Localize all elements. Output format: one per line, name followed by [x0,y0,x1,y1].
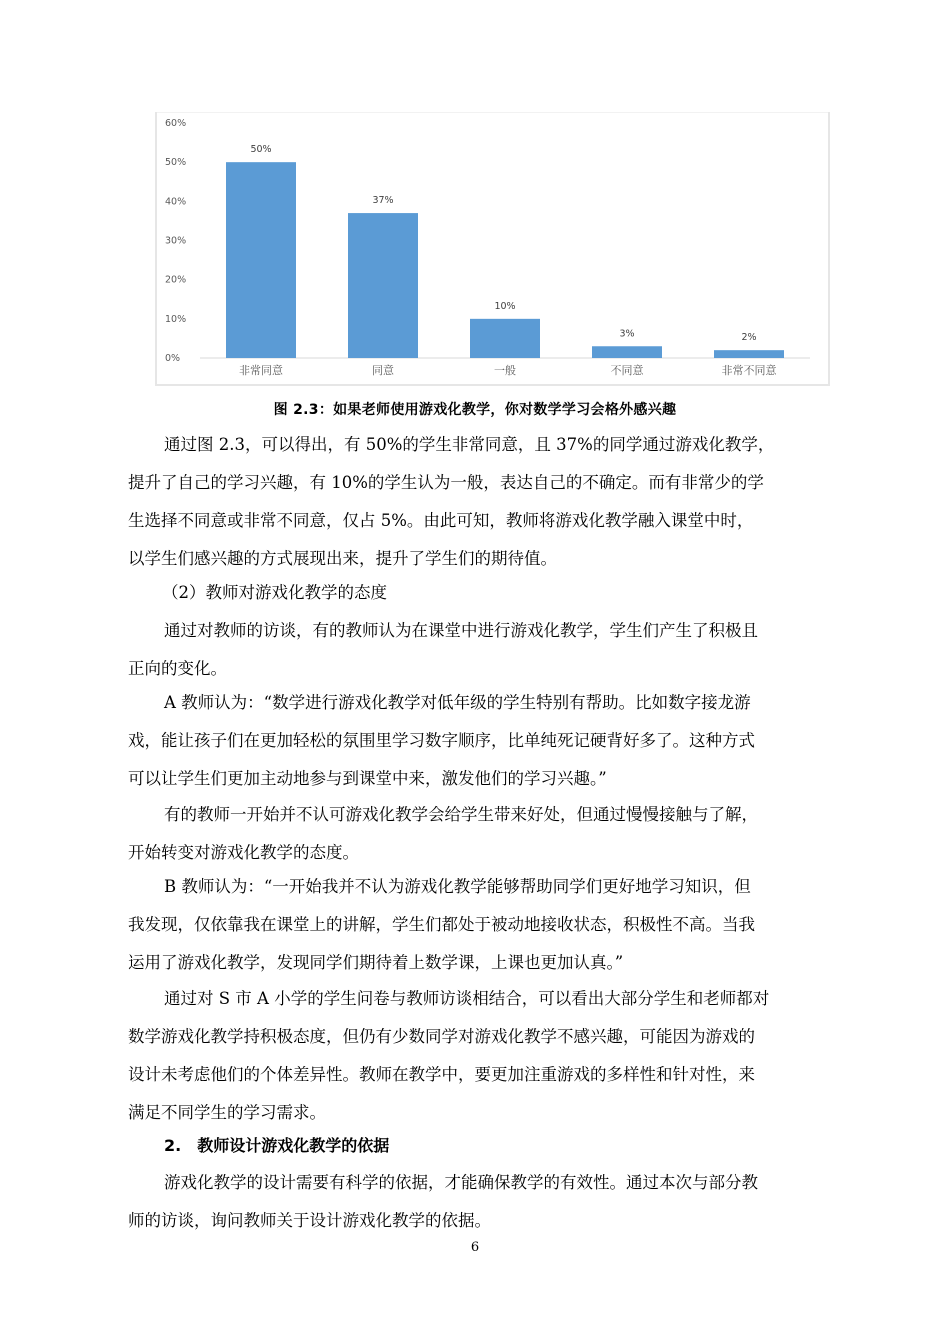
paragraph-3 [128,612,858,688]
bar [470,319,540,358]
text-line: 数学游戏化教学持积极态度，但仍有少数同学对游戏化教学不感兴趣，可能因为游戏的 [128,1027,755,1046]
text-line: 正向的变化。 [128,659,227,678]
text-line: 生选择不同意或非常不同意，仅占 5%。由此可知，教师将游戏化教学融入课堂中时， [128,511,754,530]
text-line: 开始转变对游戏化教学的态度。 [128,843,359,862]
text-line: B 教师认为：“一开始我并不认为游戏化教学能够帮助同学们更好地学习知识，但 [164,877,751,896]
bar-chart [155,112,830,386]
text-line: 师的访谈，询问教师关于设计游戏化教学的依据。 [128,1211,491,1230]
paragraph-1 [128,426,858,578]
y-tick-label: 20% [165,274,187,286]
text-line: 通过图 2.3，可以得出，有 50%的学生非常同意，且 37%的同学通过游戏化教学， [164,435,775,454]
bar [714,350,784,358]
text-line: 我发现，仅依靠我在课堂上的讲解，学生们都处于被动地接收状态，积极性不高。当我 [128,915,755,934]
y-tick-label: 10% [165,313,187,325]
x-tick-label: 不同意 [610,364,644,377]
data-label: 2% [741,332,757,344]
bar [226,162,296,358]
paragraph-4 [128,684,858,798]
text-line: 可以让学生们更加主动地参与到课堂中来，激发他们的学习兴趣。” [128,769,607,788]
x-tick-label: 一般 [494,364,516,377]
text-line: 有的教师一开始并不认可游戏化教学会给学生带来好处，但通过慢慢接触与了解， [164,805,758,824]
text-line: 戏，能让孩子们在更加轻松的氛围里学习数字顺序，比单纯死记硬背好多了。这种方式 [128,731,755,750]
x-tick-label: 非常不同意 [721,364,777,377]
paragraph-6 [128,868,858,982]
text-line: 运用了游戏化教学，发现同学们期待着上数学课，上课也更加认真。” [128,953,624,972]
text-line: 通过对 S 市 A 小学的学生问卷与教师访谈相结合，可以看出大部分学生和老师都对 [164,989,770,1008]
text-line: 以学生们感兴趣的方式展现出来，提升了学生们的期待值。 [128,549,557,568]
text-line: 提升了自己的学习兴趣，有 10%的学生认为一般，表达自己的不确定。而有非常少的学 [128,473,764,492]
bar [592,346,662,358]
text-line: 满足不同学生的学习需求。 [128,1103,326,1122]
figure-caption: 图 2.3：如果老师使用游戏化教学，你对数学学习会格外感兴趣 [273,402,677,418]
paragraph-5 [128,796,858,872]
text-line: 设计未考虑他们的个体差异性。教师在教学中，要更加注重游戏的多样性和针对性，来 [128,1065,755,1084]
data-label: 37% [372,195,394,207]
y-tick-label: 40% [165,196,187,208]
data-label: 3% [619,328,635,340]
text-line: （2）教师对游戏化教学的态度 [162,583,387,602]
text-line: 通过对教师的访谈，有的教师认为在课堂中进行游戏化教学，学生们产生了积极且 [164,621,758,640]
text-line: A 教师认为：“数学进行游戏化教学对低年级的学生特别有帮助。比如数字接龙游 [164,693,751,712]
page-number: 6 [470,1240,480,1255]
y-tick-label: 0% [165,353,181,364]
y-tick-label: 30% [165,235,187,247]
y-tick-label: 50% [165,157,187,169]
subsection-title [128,574,858,612]
x-tick-label: 非常同意 [239,364,283,377]
x-tick-label: 同意 [372,364,394,377]
data-label: 10% [494,300,516,312]
text-line: 游戏化教学的设计需要有科学的依据，才能确保教学的有效性。通过本次与部分教 [164,1173,758,1192]
section-heading: 2. 教师设计游戏化教学的依据 [164,1136,390,1155]
paragraph-7 [128,980,858,1132]
paragraph-8 [128,1164,858,1240]
bar [348,213,418,358]
y-tick-label: 60% [165,118,187,129]
data-label: 50% [250,144,272,156]
